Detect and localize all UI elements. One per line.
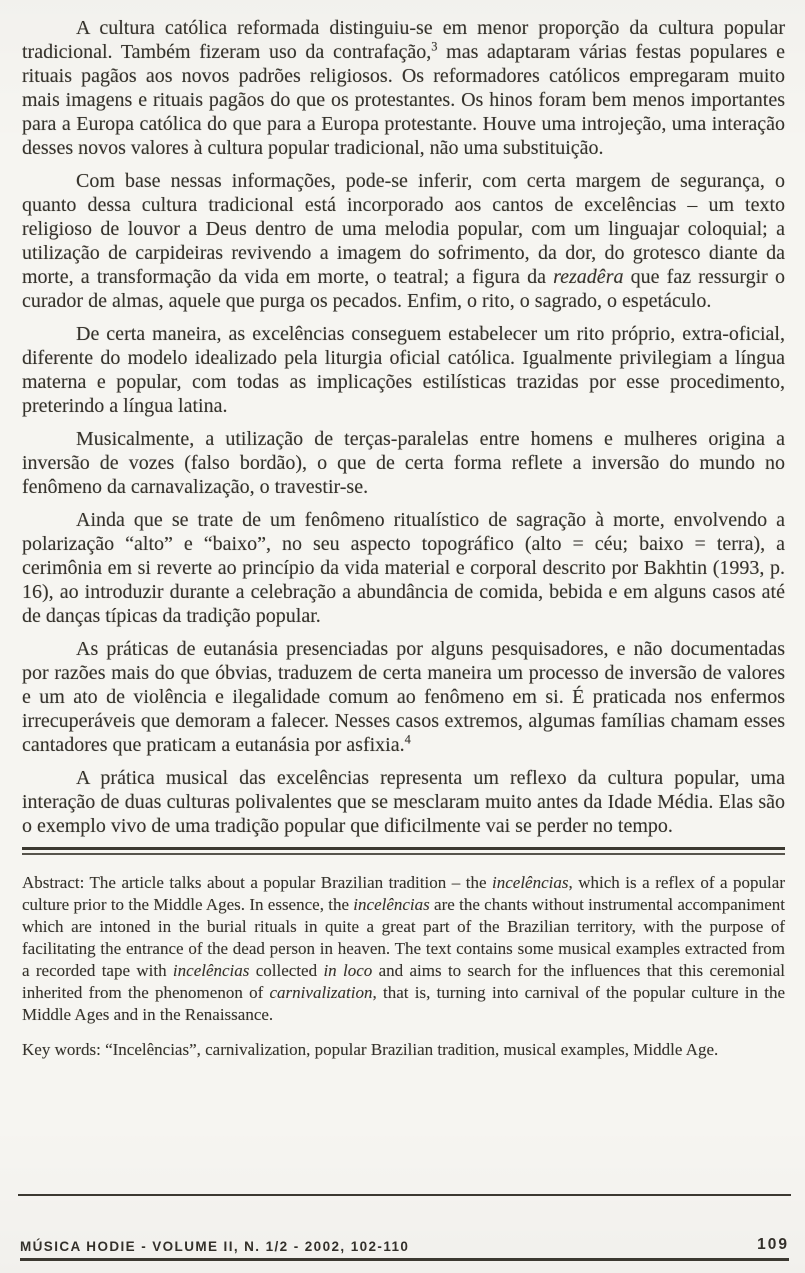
body-paragraph-2: Com base nessas informações, pode-se inferir, com certa margem de segurança, o quanto dessa cultura tradicional está incorporado aos cantos de excelências – um texto religioso de louvor a Deus dentro de uma melodia popular, com um linguajar coloquial; a utilização de carpideiras revivendo a imagem do sofrimento, da dor, do grotesco diante da morte, a transformação da vida em morte, o teatral; a figura da rezadêra que faz ressurgir o curador de almas, aquele que purga os pecados. Enfim, o rito, o sagrado, o espetáculo. bbox=[22, 170, 785, 312]
keywords-paragraph: Key words: “Incelências”, carnivalization, popular Brazilian tradition, musical examples, Middle Age. bbox=[22, 1040, 719, 1059]
journal-citation: MÚSICA HODIE - VOLUME II, N. 1/2 - 2002, 102-110 bbox=[20, 1239, 410, 1254]
body-paragraph-1: A cultura católica reformada distinguiu-se em menor proporção da cultura popular tradicional. Também fizeram uso da contrafação,$^3$ mas adaptaram várias festas populares e rituais pagãos aos novos padrões religiosos. Os reformadores católicos empregaram muito mais imagens e rituais pagãos do que os protestantes. Os hinos foram bem menos importantes para a Europa católica do que para a Europa protestante. Houve uma introjeção, uma interação desses novos valores à cultura popular tradicional, não uma substituição. bbox=[22, 17, 785, 159]
body-paragraph-5: Ainda que se trate de um fenômeno ritualístico de sagração à morte, envolvendo a polarização “alto” e “baixo”, no seu aspecto topográfico (alto = céu; baixo = terra), a cerimônia em si reverte ao princípio da vida material e corporal descrito por Bakhtin (1993, p. 16), ao introduzir durante a celebração a abundância de comida, bebida e em alguns casos até de danças típicas da tradição popular. bbox=[22, 509, 785, 627]
body-paragraph-6: As práticas de eutanásia presenciadas por alguns pesquisadores, e não documentadas por razões mais do que óbvias, traduzem de certa maneira um processo de inversão de valores e um ato de violência e ilegalidade comum ao fenômeno em si. É praticada nos enfermos irrecuperáveis que demoram a falecer. Nesses casos extremos, algumas famílias chamam esses cantadores que praticam a eutanásia por asfixia.$^4$ bbox=[22, 638, 785, 756]
abstract-paragraph: Abstract: The article talks about a popular Brazilian tradition – the incelências, which is a reflex of a popular culture prior to the Middle Ages. In essence, the incelências are the chants without instrumental accompaniment which are intoned in the burial rituals in quite a great part of the Brazilian territory, with the purpose of facilitating the entrance of the dead person in heaven. The text contains some musical examples extracted from a recorded tape with incelências collected in loco and aims to search for the influences that this ceremonial inherited from the phenomenon of carnivalization, that is, turning into carnival of the popular culture in the Middle Ages and in the Renaissance. bbox=[22, 873, 786, 1024]
body-paragraph-3: De certa maneira, as excelências conseguem estabelecer um rito próprio, extra-oficial, diferente do modelo idealizado pela liturgia oficial católica. Igualmente privilegiam a língua materna e popular, com todas as implicações estilísticas trazidas por esse procedimento, preterindo a língua latina. bbox=[22, 323, 785, 417]
section-divider-double-rule bbox=[22, 847, 785, 855]
abstract-block bbox=[22, 872, 785, 1061]
article-body-text bbox=[22, 16, 785, 838]
page-number: 109 bbox=[757, 1236, 789, 1253]
footer-top-rule bbox=[18, 1194, 791, 1196]
page-footer bbox=[20, 1236, 789, 1261]
body-paragraph-4: Musicalmente, a utilização de terças-paralelas entre homens e mulheres origina a inversão de vozes (falso bordão), o que de certa forma reflete a inversão do mundo no fenômeno da carnavalização, o travestir-se. bbox=[22, 428, 785, 498]
body-paragraph-7: A prática musical das excelências representa um reflexo da cultura popular, uma interação de duas culturas polivalentes que se mesclaram muito antes da Idade Média. Elas são o exemplo vivo de uma tradição popular que dificilmente vai se perder no tempo. bbox=[22, 767, 785, 837]
